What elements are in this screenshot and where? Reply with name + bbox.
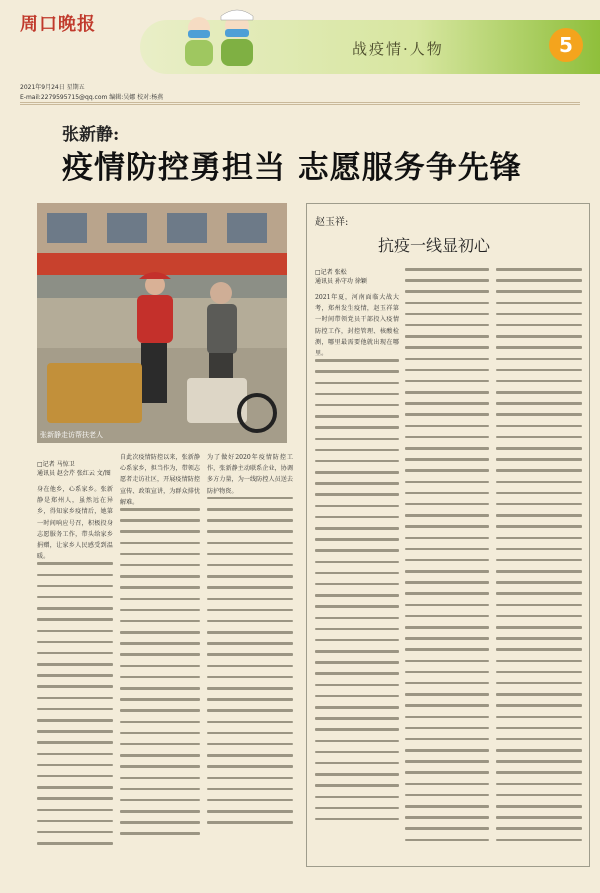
divider — [20, 102, 580, 103]
article-kicker: 张新静: — [62, 125, 120, 145]
masked-figures-illustration — [175, 8, 275, 66]
article-column — [120, 452, 200, 864]
article-paragraph: 为了做好2020年疫情防控工作，张新静主动联系企业，协调多方力量，为一线防控人员送去防护物资。 — [207, 454, 293, 495]
article-paragraph: 自此次疫情防控以来，张新静心系家乡，担当作为，带领志愿者走访社区，开展疫情防控宣传、政策宣讲，为群众排忧解难。 — [120, 454, 200, 506]
article-headline: 疫情防控勇担当 志愿服务争先锋 — [62, 150, 522, 186]
sidebar-column — [496, 268, 582, 857]
masthead — [0, 0, 600, 78]
sidebar-column — [405, 268, 489, 857]
byline-line: □记者 马惊卫 — [37, 461, 75, 468]
sidebar-kicker: 赵玉祥: — [315, 217, 349, 228]
page-number: 5 — [549, 28, 583, 62]
section-title: 战疫情·人物 — [352, 40, 444, 58]
paper-logo: 周口晚报 — [20, 14, 96, 35]
article-photo — [37, 203, 287, 443]
byline-line: 通讯员 孙守功 徐颖 — [315, 278, 367, 285]
article-paragraph: 身在他乡，心系家乡。张新静是郑州人，虽然远在异乡，得知家乡疫情后，她第一时间响应号召，积极投身志愿服务工作，带头给家乡捐赠，让家乡人民感受到温暖。 — [37, 486, 113, 561]
divider — [20, 104, 580, 105]
photo-caption: 张新静走访帮扶老人 — [40, 431, 103, 439]
sidebar-byline — [315, 268, 367, 286]
article-byline — [37, 460, 111, 478]
byline-line: □记者 张松 — [315, 269, 347, 276]
contact-line: E-mail:227959571​5@qq.com 编辑:吴娜 校对:杨燕 — [20, 94, 164, 101]
article-column — [207, 452, 293, 864]
article-column — [37, 484, 113, 864]
sidebar-title: 抗疫一线显初心 — [378, 236, 491, 255]
sidebar-column — [315, 292, 399, 857]
sidebar-paragraph: 2021年夏，河南面临大战大考，郑州发生疫情，赵玉祥第一时间带领党员干部投入疫情防控工作，封控管理、核酸检测，哪里最需要他就出现在哪里。 — [315, 294, 399, 358]
date-line: 2021年9月24日 星期五 — [20, 84, 85, 91]
byline-line: 通讯员 赵会芹 张红云 文/图 — [37, 470, 111, 477]
